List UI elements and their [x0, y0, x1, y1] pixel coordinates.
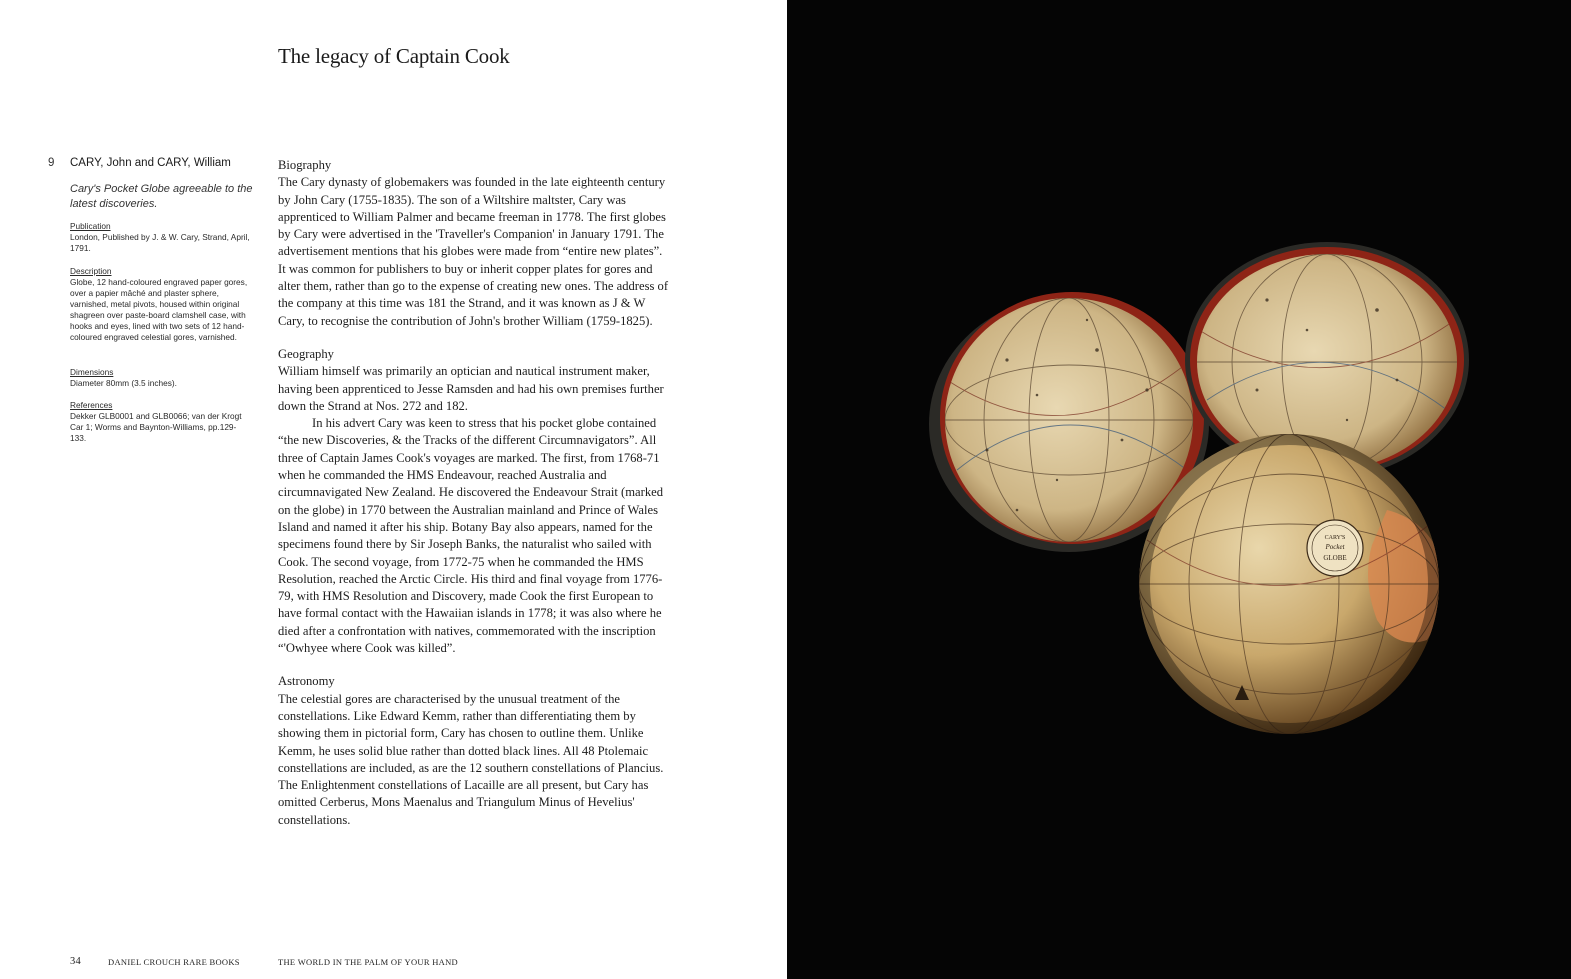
- publication-block: [70, 221, 252, 254]
- dimensions-block: [70, 367, 252, 389]
- references-heading: References: [70, 400, 113, 410]
- cartouche-line-3: GLOBE: [1323, 554, 1347, 562]
- geography-section: [278, 346, 670, 657]
- publication-heading: Publication: [70, 221, 111, 231]
- biography-paragraph: The Cary dynasty of globemakers was founded in the late eighteenth century by John Cary (1755-1835). The son of a Wiltshire maltster, Cary was apprenticed to William Palmer and became freeman in 1778. The first globes by Cary were advertised in the 'Traveller's Companion' in January 1791. The advertisement mentions that his globes were made from “entire new plates”. It was common for publishers to buy or inherit copper plates for gores and alter them, rather than go to the expense of creating new ones. The address of the company at this time was 181 the Strand, and it was known as J & W Cary, to recognise the contribution of John's brother William (1759-1825).: [278, 175, 669, 328]
- cartouche-line-1: CARY'S: [1324, 535, 1346, 541]
- description-heading: Description: [70, 266, 112, 276]
- astronomy-paragraph: The celestial gores are characterised by the unusual treatment of the constellations. Like Edward Kemm, rather than differentiating them by showing them in pictorial form, Cary has chosen to outline them. Unlike Kemm, he uses solid blue rather than dotted black lines. All 48 Ptolemaic constellations are included, as are the 12 southern constellations of Plancius. The Enlightenment constellations of Lacaille are all present, but Cary has omitted Cerberus, Mons Maenalus and Triangulum Minus of Hevelius' constellations.: [278, 691, 664, 827]
- geography-paragraph-1: William himself was primarily an optician and nautical instrument maker, having been apprenticed to Jesse Ramsden and had his own premises further down the Strand at Nos. 272 and 182.: [278, 364, 664, 413]
- biography-section: [278, 157, 670, 330]
- geography-heading: Geography: [278, 346, 334, 361]
- description-block: [70, 266, 252, 343]
- right-page: [787, 0, 1571, 979]
- item-title: Cary's Pocket Globe agreeable to the latest discoveries.: [70, 183, 253, 210]
- globe-cartouche: [1307, 520, 1363, 576]
- pocket-globe-photo: [787, 0, 1571, 979]
- description-text: Globe, 12 hand-coloured engraved paper gores, over a papier mâché and plaster sphere, varnished, metal pivots, housed within original shagreen over paste-board clamshell case, with hooks and eyes, lined with two sets of 12 hand-coloured engraved celestial gores, varnished.: [70, 277, 248, 342]
- footer-book-title: THE WORLD IN THE PALM OF YOUR HAND: [278, 957, 458, 967]
- page-number: 34: [70, 956, 82, 967]
- item-maker: CARY, John and CARY, William: [70, 157, 231, 169]
- references-block: [70, 400, 252, 444]
- footer-publisher: DANIEL CROUCH RARE BOOKS: [108, 957, 240, 967]
- astronomy-heading: Astronomy: [278, 674, 335, 689]
- publication-text: London, Published by J. & W. Cary, Strand, April, 1791.: [70, 232, 250, 253]
- references-text: Dekker GLB0001 and GLB0066; van der Krogt Car 1; Worms and Baynton-Williams, pp.129-133.: [70, 411, 242, 443]
- astronomy-section: [278, 673, 670, 829]
- geography-paragraph-2: In his advert Cary was keen to stress that his pocket globe contained “the new Discoveries, & the Tracks of the different Circumnavigators”. All three of Captain James Cook's voyages are marked. The first, from 1768-71 when he commanded the HMS Endeavour, reached Australia and circumnavigated New Zealand. He discovered the Endeavour Strait (marked on the globe) in 1770 between the Australian mainland and Prince of Wales Island and named it after his ship. Botany Bay also appears, named for the specimens found there by Sir Joseph Banks, the naturalist who sailed with Cook. The second voyage, from 1772-75 when he commanded the HMS Resolution, reached the Arctic Circle. His third and final voyage from 1776-79, with HMS Resolution and Discovery, made Cook the first European to have formal contact with the Hawaiian islands in 1778; it was also where he died after a confrontation with natives, commemorated with the inscription “'Owhyee where Cook was killed”.: [278, 416, 664, 656]
- biography-heading: Biography: [278, 158, 332, 172]
- page-title: The legacy of Captain Cook: [278, 44, 510, 68]
- dimensions-heading: Dimensions: [70, 367, 114, 377]
- body-text: [278, 157, 670, 845]
- cartouche-line-2: Pocket: [1325, 543, 1345, 551]
- dimensions-text: Diameter 80mm (3.5 inches).: [70, 378, 177, 388]
- item-number: 9: [48, 157, 55, 169]
